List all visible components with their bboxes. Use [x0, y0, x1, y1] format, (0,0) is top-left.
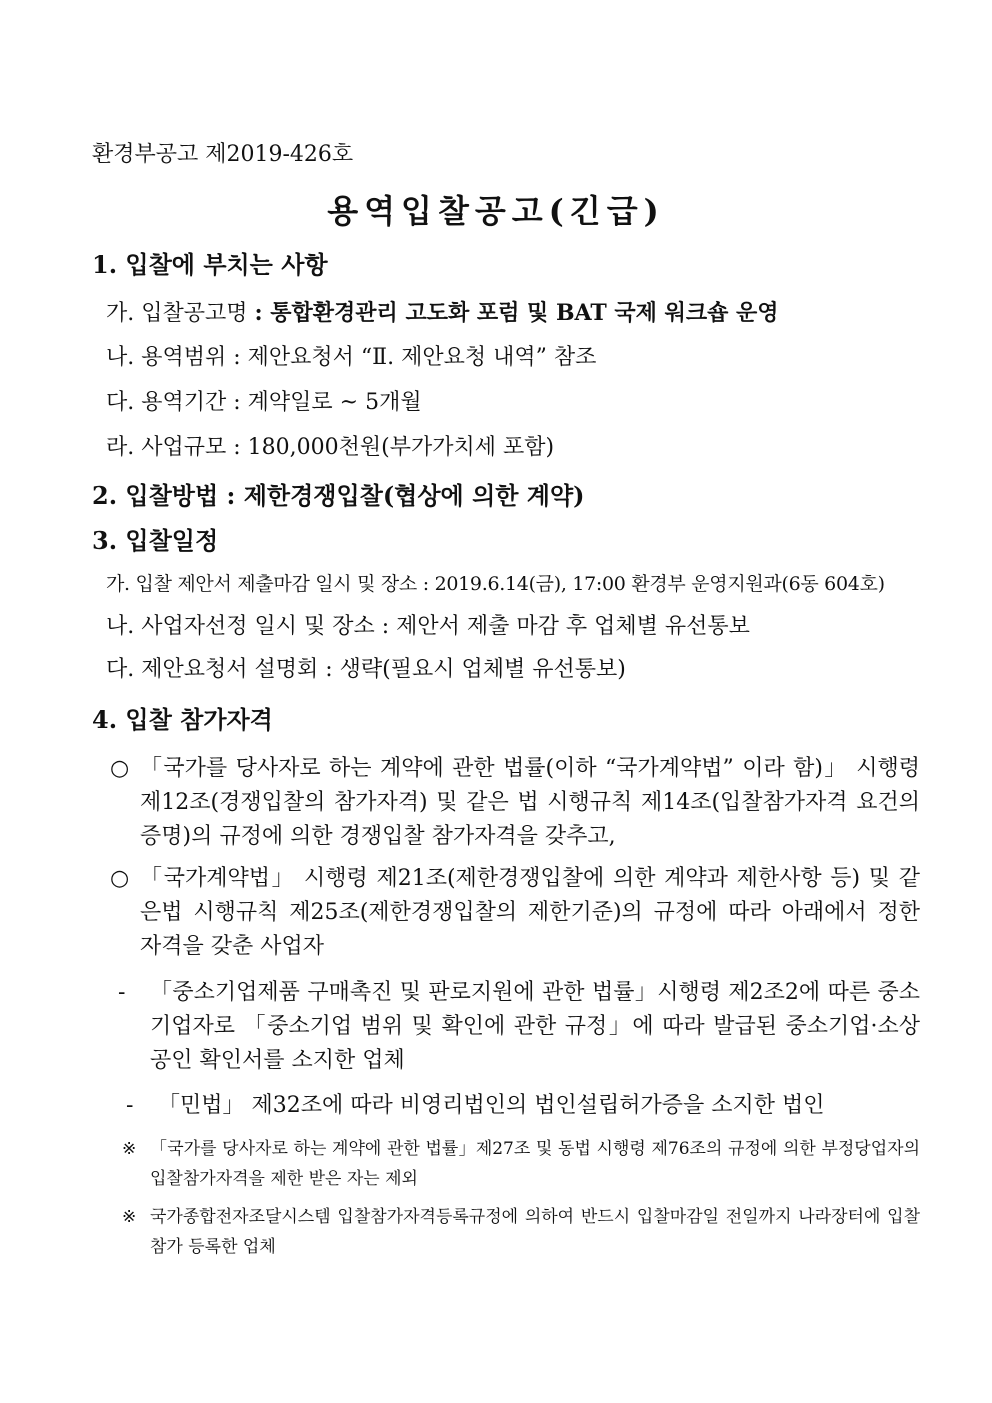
page-title: 용역입찰공고(긴급) — [327, 192, 665, 230]
dash-bullet: - — [126, 1093, 134, 1118]
registration-note — [122, 1202, 920, 1262]
note-text: 국가종합전자조달시스템 입찰참가자격등록규정에 의하여 반드시 입찰마감일 전일까지 나라장터에 입찰참가 등록한 업체 — [150, 1207, 920, 1257]
subitem-text: 「민법」 제32조에 따라 비영리법인의 법인설립허가증을 소지한 법인 — [158, 1093, 825, 1118]
section-1-heading: 1. 입찰에 부치는 사항 — [92, 250, 328, 279]
reference-mark-icon: ※ — [122, 1207, 137, 1227]
qualification-subitem — [118, 976, 920, 1078]
section-3-item-a: 가. 입찰 제안서 제출마감 일시 및 장소 : 2019.6.14(금), 17:00 환경부 운영지원과(6동 604호) — [106, 573, 885, 595]
item-label: 가. 입찰공고명 — [106, 301, 255, 326]
section-3-item-b: 나. 사업자선정 일시 및 장소 : 제안서 제출 마감 후 업체별 유선통보 — [106, 614, 750, 639]
section-1-item-a — [106, 300, 779, 327]
item-label: 라. 사업규모 — [106, 435, 234, 460]
subitem-text: 「중소기업제품 구매촉진 및 판로지원에 관한 법률」시행령 제2조2에 따른 중소기업자로 「중소기업 범위 및 확인에 관한 규정」에 따라 발급된 중소기업·소상공인 확인서를 소지한 업체 — [150, 980, 920, 1073]
paragraph-text: 「국가계약법」 시행령 제21조(제한경쟁입찰에 의한 계약과 제한사항 등) 및 같은법 시행규칙 제25조(제한경쟁입찰의 제한기준)의 규정에 따라 아래에서 정한 자격을 갖춘 사업자 — [140, 866, 920, 959]
item-value: : 계약일로 ~ 5개월 — [233, 390, 422, 415]
item-value: : 통합환경관리 고도화 포럼 및 BAT 국제 워크숍 운영 — [254, 300, 779, 326]
section-1-item-c — [106, 390, 422, 416]
reference-mark-icon: ※ — [122, 1139, 137, 1159]
section-3-heading: 3. 입찰일정 — [92, 526, 219, 555]
item-value: : 180,000천원(부가가치세 포함) — [233, 435, 555, 460]
note-text: 「국가를 당사자로 하는 계약에 관한 법률」제27조 및 동법 시행령 제76조의 규정에 의한 부정당업자의 입찰참가자격을 제한 받은 자는 제외 — [150, 1139, 920, 1189]
section-2-heading: 2. 입찰방법 : 제한경쟁입찰(협상에 의한 계약) — [92, 481, 585, 510]
circle-bullet: ○ — [110, 756, 130, 781]
qualification-paragraph — [110, 752, 920, 854]
section-1-item-d — [106, 435, 554, 461]
section-3-item-c: 다. 제안요청서 설명회 : 생략(필요시 업체별 유선통보) — [106, 657, 626, 682]
section-4-heading: 4. 입찰 참가자격 — [92, 705, 273, 734]
notice-number: 환경부공고 제2019-426호 — [92, 142, 354, 167]
exclusion-note — [122, 1134, 920, 1194]
dash-bullet: - — [118, 980, 126, 1005]
item-label: 나. 용역범위 — [106, 345, 234, 370]
qualification-subitem — [126, 1089, 920, 1123]
qualification-paragraph — [110, 862, 920, 964]
item-value: : 제안요청서 “Ⅱ. 제안요청 내역” 참조 — [233, 345, 597, 370]
item-label: 다. 용역기간 — [106, 390, 234, 415]
circle-bullet: ○ — [110, 866, 130, 891]
section-1-item-b — [106, 345, 596, 371]
paragraph-text: 「국가를 당사자로 하는 계약에 관한 법률(이하 “국가계약법” 이라 함)」 시행령 제12조(경쟁입찰의 참가자격) 및 같은 법 시행규칙 제14조(입찰참가자격 요건의 증명)의 규정에 의한 경쟁입찰 참가자격을 갖추고, — [140, 756, 920, 849]
